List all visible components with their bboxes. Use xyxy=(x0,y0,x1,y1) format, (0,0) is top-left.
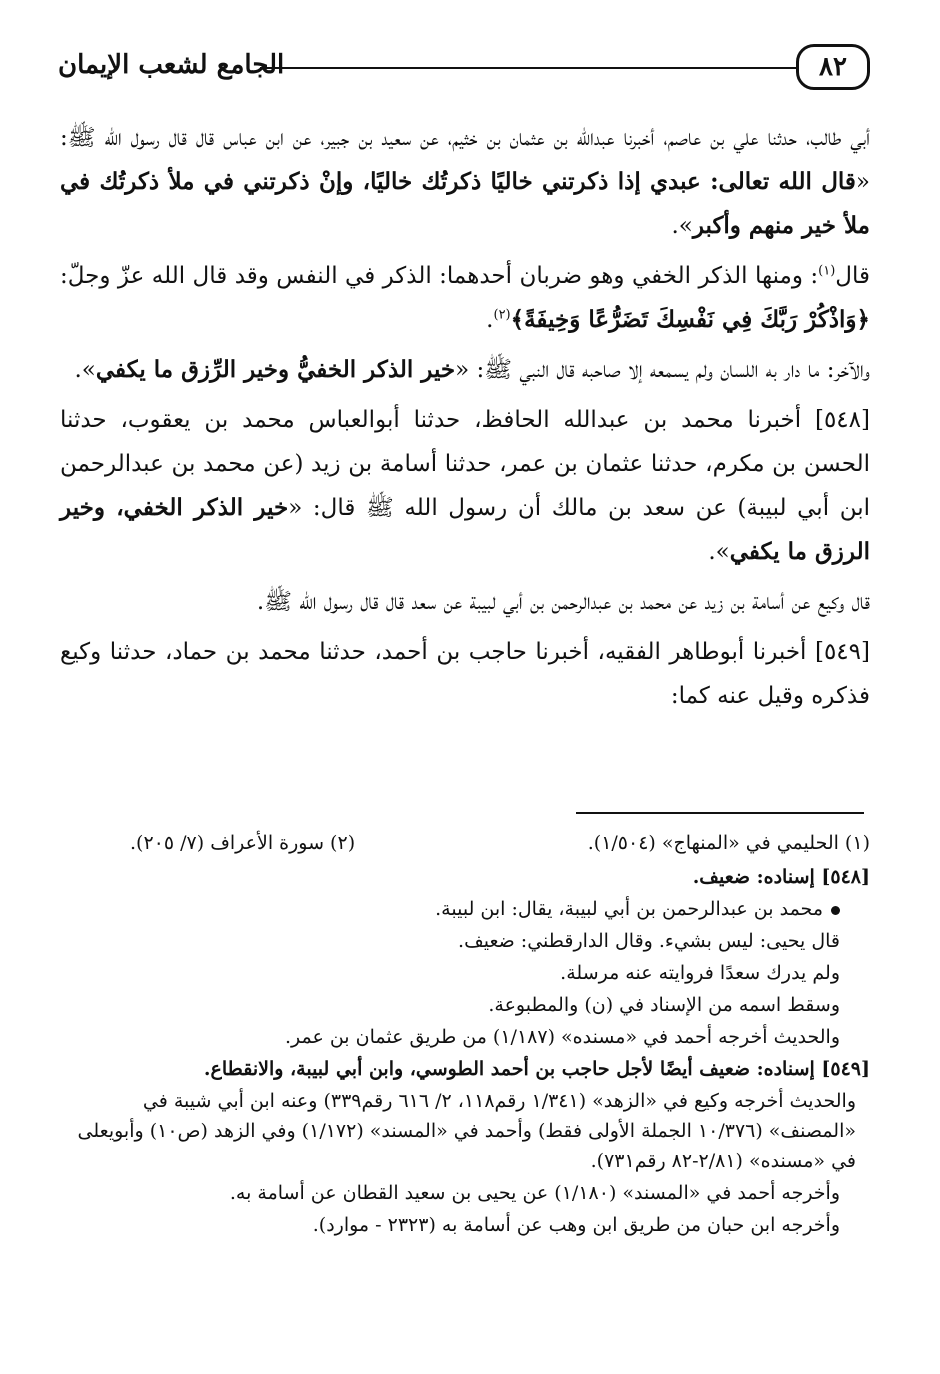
note-549-line: وأخرجه ابن حبان من طريق ابن وهب عن أسامة به (٢٣٢٣ - موارد). xyxy=(312,1214,840,1236)
paragraph-text: قال xyxy=(835,263,870,289)
footnote-separator xyxy=(576,812,864,814)
paragraph-text: ». xyxy=(74,357,96,383)
quran-verse: ﴿وَاذْكُرْ رَبَّكَ فِي نَفْسِكَ تَضَرُّعًا وَخِيفَةً﴾ xyxy=(510,306,870,333)
main-text xyxy=(60,116,870,724)
note-548-line: والحديث أخرجه أحمد في «مسنده» (١/١٨٧) من طريق عثمان بن عمر. xyxy=(284,1026,840,1048)
paragraph-text: ». xyxy=(708,539,730,565)
footnote-ref[interactable]: (٢) xyxy=(493,307,511,323)
note-549-line: والحديث أخرجه وكيع في «الزهد» (١/٣٤١ رقم١١٨، ٢/ ٦١٦ رقم٣٣٩) وعنه ابن أبي شيبة في «المصنف» (١٠/٣٧٦ الجملة الأولى فقط) وأحمد في «المسند» (١/١٧٢) وفي الزهد (ص١٠) وأبويعلى في «مسنده» (٢/٨١-٨٢ رقم٧٣١). xyxy=(77,1090,856,1172)
paragraph-text: ». xyxy=(671,213,693,239)
hadith-text: خير الذكر الخفيُّ وخير الرِّزق ما يكفي xyxy=(95,356,456,383)
note-548-line xyxy=(60,894,870,924)
page-header xyxy=(58,40,870,98)
paragraph-text: أبي طالب، حدثنا علي بن عاصم، أخبرنا عبدالله بن عثمان بن خثيم، عن سعيد بن جبير، عن ابن عباس قال قال رسول الله ﷺ: « xyxy=(60,125,870,195)
hadith-text: قال الله تعالى: عبدي إذا ذكرتني خاليًا ذكرتُك خاليًا، وإنْ ذكرتني في ملأ ذكرتُك في ملأ خير منهم وأكبر xyxy=(60,168,870,239)
header-rule xyxy=(260,67,796,69)
note-549-line: وأخرجه أحمد في «المسند» (١/١٨٠) عن يحيى بن سعيد القطان عن أسامة به. xyxy=(229,1182,840,1204)
note-548-heading: [٥٤٨] إسناده: ضعيف. xyxy=(692,866,870,888)
paragraph-text: . xyxy=(486,307,494,333)
book-title: الجامع لشعب الإيمان xyxy=(58,50,285,80)
footnote-row xyxy=(60,828,870,858)
note-548-line: ولم يدرك سعدًا فروايته عنه مرسلة. xyxy=(560,962,840,984)
paragraph-2 xyxy=(60,254,870,342)
footnote-1: (١) الحليمي في «المنهاج» (١/٥٠٤). xyxy=(587,832,870,854)
note-549-heading: [٥٤٩] إسناده: ضعيف أيضًا لأجل حاجب بن أحمد الطوسي، وابن أبي لبيبة، والانقطاع. xyxy=(203,1058,870,1080)
note-548-line: قال يحيى: ليس بشيء. وقال الدارقطني: ضعيف. xyxy=(458,930,840,952)
paragraph-549: [٥٤٩] أخبرنا أبوطاهر الفقيه، أخبرنا حاجب بن أحمد، حدثنا محمد بن حماد، حدثنا وكيع فذكره وقيل عنه كما: xyxy=(60,639,870,709)
paragraph-text: [٥٤٨] أخبرنا محمد بن عبدالله الحافظ، حدثنا أبوالعباس محمد بن يعقوب، حدثنا الحسن بن مكرم، حدثنا عثمان بن عمر، حدثنا أسامة بن زيد (عن محمد بن عبدالرحمن ابن أبي لبيبة) عن سعد بن مالك أن رسول الله ﷺ قال: « xyxy=(60,407,870,521)
hadith-text: خير الذكر الخفي، وخير الرزق ما يكفي xyxy=(60,494,870,565)
note-text: محمد بن عبدالرحمن بن أبي لبيبة، يقال: ابن لبيبة. xyxy=(435,898,823,920)
paragraph-5: قال وكيع عن أسامة بن زيد عن محمد بن عبدالرحمن بن أبي لبيبة عن سعد قال قال رسول الله ﷺ. xyxy=(256,589,870,615)
footnote-2: (٢) سورة الأعراف (٧/ ٢٠٥). xyxy=(130,832,356,854)
note-548-line: وسقط اسمه من الإسناد في (ن) والمطبوعة. xyxy=(488,994,840,1016)
paragraph-548 xyxy=(60,398,870,574)
footnotes xyxy=(60,828,870,1242)
paragraph-text: والآخر: ما دار به اللسان ولم يسمعه إلا صاحبه قال النبي ﷺ: « xyxy=(455,357,870,383)
footnote-ref[interactable]: (١) xyxy=(818,263,836,279)
paragraph-1 xyxy=(60,116,870,248)
bullet-icon xyxy=(831,906,840,915)
paragraph-3 xyxy=(60,348,870,392)
page-number: ٨٢ xyxy=(796,44,870,90)
paragraph-text: : ومنها الذكر الخفي وهو ضربان أحدهما: الذكر في النفس وقد قال الله عزّ وجلّ: xyxy=(60,263,819,289)
